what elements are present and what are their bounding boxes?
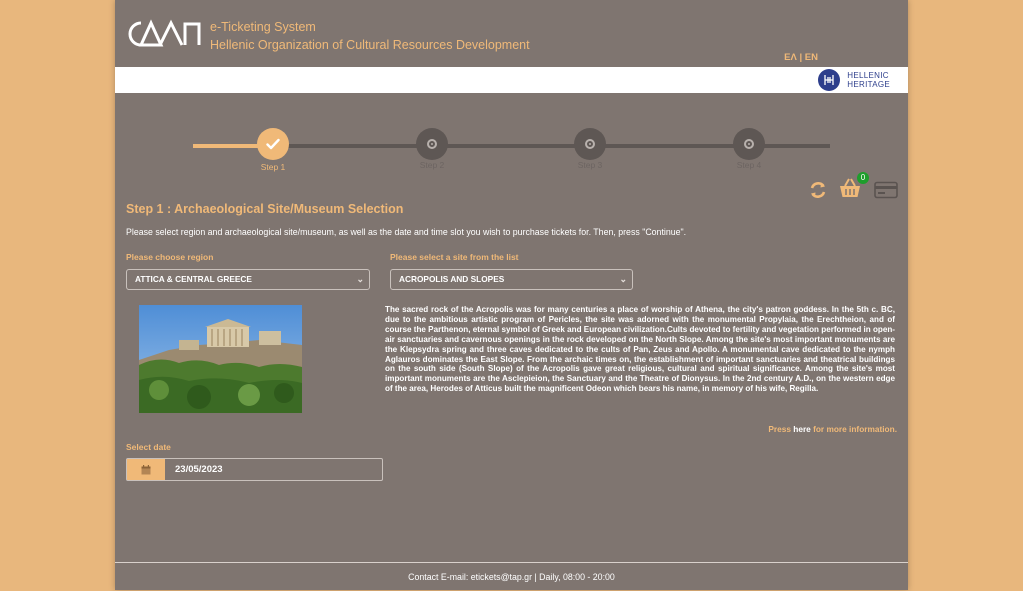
heritage-emblem-icon xyxy=(818,69,840,91)
organization-title: Hellenic Organization of Cultural Resources Development xyxy=(210,38,530,52)
region-label: Please choose region xyxy=(126,252,214,262)
radio-dot-icon xyxy=(585,139,595,149)
step-4-label: Step 4 xyxy=(736,160,762,170)
more-info-link[interactable]: here xyxy=(793,424,811,434)
brand-bar xyxy=(115,67,908,93)
step-3-circle xyxy=(574,128,606,160)
site-label: Please select a site from the list xyxy=(390,252,519,262)
region-select-value: ATTICA & CENTRAL GREECE xyxy=(135,274,252,284)
refresh-icon[interactable] xyxy=(808,180,828,200)
step-1-circle xyxy=(257,128,289,160)
system-title: e-Ticketing System xyxy=(210,20,316,34)
radio-dot-icon xyxy=(744,139,754,149)
footer: Contact E-mail: etickets@tap.gr | Daily, 08:00 - 20:00 xyxy=(115,562,908,591)
language-switcher xyxy=(784,52,818,63)
heritage-line2: HERITAGE xyxy=(847,80,890,89)
page-title: Step 1 : Archaeological Site/Museum Selection xyxy=(126,202,404,216)
step-2-circle xyxy=(416,128,448,160)
toolbar xyxy=(808,172,898,202)
progress-stepper xyxy=(115,120,908,180)
more-info-suffix: for more information. xyxy=(810,424,897,434)
check-icon xyxy=(266,138,280,150)
step-3-label: Step 3 xyxy=(577,160,603,170)
step-1-label: Step 1 xyxy=(260,162,286,172)
site-select[interactable] xyxy=(390,269,633,290)
chevron-down-icon: ⌄ xyxy=(619,274,627,284)
date-label: Select date xyxy=(126,442,171,452)
odap-logo xyxy=(127,19,201,49)
site-description: The sacred rock of the Acropolis was for many centuries a place of worship of Athena, the city's patron goddess. In the 5th c. BC, due to the ambitious artistic program of Pericles, the site was adorned with the monumental Propylaia, the Erechtheion, and of course the Parthenon, eternal symbol of Greek and European civilization.Cults devoted to fertility and vegetation performed in open-air sanctuaries and cavernous openings in the rock developed on the North Slope. Among the site's most important monuments are the Klepsydra spring and three caves dedicated to the cults of Pan, Zeus and Apollo. A monumental cave dedicated to the nymph Aglauros dominates the East Slope. From the archaic times on, the establishment of important sanctuaries and theatrical buildings on the south side (South Slope) of the Acropolis gave great religious, cultural and spiritual significance. Among the site's most important monuments are the Asclepieion, the Sanctuary and the Theatre of Dionysus. In the 2nd century A.D., on the western edge of the area, Herodes of Atticus built the magnificent Odeon which bears his name, in memory of his wife, Regilla. xyxy=(385,305,895,394)
calendar-icon[interactable] xyxy=(127,459,165,480)
date-value[interactable]: 23/05/2023 xyxy=(175,464,223,475)
app-panel xyxy=(115,0,908,590)
instructions-text: Please select region and archaeological site/museum, as well as the date and time slot you wish to purchase tickets for. Then, press "Continue". xyxy=(126,227,687,237)
date-picker[interactable] xyxy=(126,458,383,481)
step-2-label: Step 2 xyxy=(419,160,445,170)
lang-en-link[interactable]: EN xyxy=(804,52,818,63)
header xyxy=(115,0,908,67)
site-select-value: ACROPOLIS AND SLOPES xyxy=(399,274,505,284)
more-info-text xyxy=(768,424,897,434)
region-select[interactable] xyxy=(126,269,370,290)
cart-button[interactable] xyxy=(838,172,866,204)
chevron-down-icon: ⌄ xyxy=(356,274,364,284)
hellenic-heritage-logo[interactable] xyxy=(818,69,890,91)
step-4-circle xyxy=(733,128,765,160)
credit-card-icon[interactable] xyxy=(874,181,898,199)
heritage-line1: HELLENIC xyxy=(847,71,889,80)
site-photo xyxy=(139,305,302,413)
lang-separator: | xyxy=(796,52,805,63)
lang-el-link[interactable]: ΕΛ xyxy=(784,52,797,63)
radio-dot-icon xyxy=(427,139,437,149)
more-info-prefix: Press xyxy=(768,424,794,434)
cart-count-badge: 0 xyxy=(857,172,869,184)
